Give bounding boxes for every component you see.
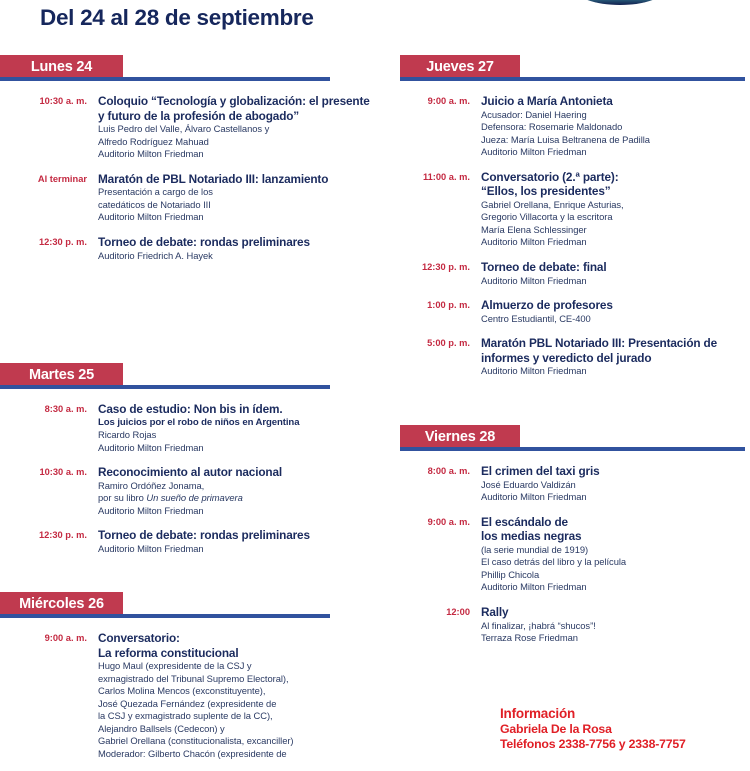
contact-info-block xyxy=(500,706,750,752)
event-detail: Moderador: Gilberto Chacón (expresidente de xyxy=(98,747,287,759)
event-venue: Auditorio Milton Friedman xyxy=(98,504,204,516)
day-banner-wrap xyxy=(0,55,375,82)
event-detail: José Eduardo Valdizán xyxy=(481,478,576,490)
event-venue: Auditorio Milton Friedman xyxy=(98,211,204,223)
event-detail: Defensora: Rosemarie Maldonado xyxy=(481,121,623,133)
event-venue: Auditorio Milton Friedman xyxy=(481,274,587,286)
event-detail: Carlos Molina Mencos (exconstituyente), xyxy=(98,685,266,697)
day-banner-label: Martes 25 xyxy=(0,363,123,386)
event-body xyxy=(481,260,750,287)
event-item xyxy=(0,402,375,454)
event-time: 12:30 p. m. xyxy=(421,261,470,272)
day-block-martes-25 xyxy=(0,363,375,566)
event-detail: Luis Pedro del Valle, Álvaro Castellanos y xyxy=(98,123,270,135)
day-rule xyxy=(400,447,745,451)
event-time: Al terminar xyxy=(37,173,87,184)
event-venue: Auditorio Milton Friedman xyxy=(481,581,587,593)
event-detail: la CSJ y exmagistrado suplente de la CC), xyxy=(98,710,273,722)
event-title: Torneo de debate: final xyxy=(481,259,607,274)
event-item xyxy=(0,631,375,760)
event-detail: Alejandro Ballsels (Cedecon) y xyxy=(98,722,225,734)
event-item xyxy=(375,260,750,287)
event-body xyxy=(481,170,750,249)
info-contact-name: Gabriela De la Rosa xyxy=(500,721,612,736)
event-title-line2: los medias negras xyxy=(481,529,582,544)
day-banner-label: Lunes 24 xyxy=(0,55,123,78)
event-detail: Presentación a cargo de los xyxy=(98,186,213,198)
event-item xyxy=(0,528,375,555)
event-body xyxy=(481,298,750,325)
event-title: Conversatorio (2.ª parte): xyxy=(481,169,619,184)
event-body xyxy=(98,465,375,517)
day-banner-wrap xyxy=(0,592,375,619)
event-body xyxy=(481,336,750,378)
event-body xyxy=(481,464,750,504)
schedule-column-left xyxy=(0,0,375,759)
day-rule xyxy=(0,385,330,389)
info-heading: Información xyxy=(500,706,576,721)
event-time: 9:00 a. m. xyxy=(427,516,470,527)
event-title: Maratón de PBL Notariado III: lanzamiento xyxy=(98,171,329,186)
day-rule xyxy=(400,77,745,81)
day-block-viernes-28 xyxy=(375,425,750,656)
day-banner-wrap xyxy=(375,425,750,452)
event-detail: José Quezada Fernández (expresidente de xyxy=(98,697,277,709)
event-list xyxy=(0,619,375,760)
event-venue: Auditorio Milton Friedman xyxy=(481,236,587,248)
event-title: Almuerzo de profesores xyxy=(481,298,613,312)
event-detail: (la serie mundial de 1919) xyxy=(481,543,589,555)
day-block-jueves-27 xyxy=(375,55,750,389)
event-time: 10:30 a. m. xyxy=(39,467,87,478)
event-item xyxy=(0,172,375,224)
event-detail: Gregorio Villacorta y la escritora xyxy=(481,211,613,223)
event-time: 12:00 xyxy=(446,606,470,617)
event-time: 1:00 p. m. xyxy=(427,300,470,310)
event-venue: Auditorio Milton Friedman xyxy=(481,146,587,158)
event-detail: catedáticos de Notariado III xyxy=(98,198,211,210)
event-detail: Gabriel Orellana, Enrique Asturias, xyxy=(481,198,624,210)
event-body xyxy=(98,172,375,224)
event-venue: Auditorio Milton Friedman xyxy=(481,491,587,503)
day-block-lunes-24 xyxy=(0,55,375,273)
event-venue: Centro Estudiantil, CE-400 xyxy=(481,312,591,324)
event-detail: Gabriel Orellana (constitucionalista, excanciller) xyxy=(98,735,294,747)
event-detail: Al finalizar, ¡habrá “shucos”! xyxy=(481,619,596,631)
event-list xyxy=(0,82,375,262)
event-item xyxy=(375,298,750,325)
event-venue: Auditorio Milton Friedman xyxy=(98,542,204,554)
event-time: 12:30 p. m. xyxy=(38,236,87,247)
event-item xyxy=(375,515,750,594)
event-detail: Jueza: María Luisa Beltranena de Padilla xyxy=(481,133,650,145)
event-item xyxy=(375,170,750,249)
event-item xyxy=(0,235,375,262)
event-body xyxy=(98,528,375,555)
event-detail: María Elena Schlessinger xyxy=(481,223,587,235)
event-time: 5:00 p. m. xyxy=(427,338,470,349)
day-banner-label: Jueves 27 xyxy=(400,55,520,78)
event-detail: Ricardo Rojas xyxy=(98,429,157,441)
event-title: El crimen del taxi gris xyxy=(481,464,600,478)
event-list xyxy=(0,390,375,555)
event-detail: El caso detrás del libro y la película xyxy=(481,556,627,568)
day-banner-label: Miércoles 26 xyxy=(0,592,123,615)
event-title: Maratón PBL Notariado III: Presentación de informes y veredicto del jurado xyxy=(481,336,718,365)
event-list xyxy=(375,452,750,645)
event-title: El escándalo de xyxy=(481,514,568,529)
event-detail: exmagistrado del Tribunal Supremo Electoral), xyxy=(98,672,289,684)
event-time: 10:30 a. m. xyxy=(39,96,87,106)
event-time: 8:00 a. m. xyxy=(427,466,470,476)
event-body xyxy=(98,402,375,454)
event-title: Reconocimiento al autor nacional xyxy=(98,465,282,480)
event-subtitle: Los juicios por el robo de niños en Argentina xyxy=(98,416,300,428)
event-venue: Auditorio Milton Friedman xyxy=(98,441,204,453)
event-title: Caso de estudio: Non bis in ídem. xyxy=(98,402,283,416)
event-item xyxy=(375,336,750,378)
event-detail: Acusador: Daniel Haering xyxy=(481,108,587,120)
day-block-miercoles-26 xyxy=(0,592,375,771)
event-time: 8:30 a. m. xyxy=(44,404,87,414)
event-body xyxy=(481,605,750,645)
event-title: Juicio a María Antonieta xyxy=(481,94,613,108)
event-detail: Phillip Chicola xyxy=(481,568,540,580)
event-item xyxy=(375,94,750,159)
event-title: Rally xyxy=(481,604,509,619)
event-time: 12:30 p. m. xyxy=(38,530,87,541)
event-venue: Auditorio Milton Friedman xyxy=(98,148,204,160)
event-body xyxy=(481,515,750,594)
event-title-line2: La reforma constitucional xyxy=(98,645,239,660)
event-venue: Auditorio Friedrich A. Hayek xyxy=(98,249,213,261)
event-venue: Terraza Rose Friedman xyxy=(481,632,578,643)
event-title: Coloquio “Tecnología y globalización: el presente y futuro de la profesión de abogado” xyxy=(98,94,370,123)
event-body xyxy=(98,235,375,262)
event-title: Torneo de debate: rondas preliminares xyxy=(98,234,310,249)
event-venue: Auditorio Milton Friedman xyxy=(481,365,587,377)
day-banner-wrap xyxy=(0,363,375,390)
event-item xyxy=(375,464,750,504)
event-time: 9:00 a. m. xyxy=(427,96,470,106)
event-detail: por su libro Un sueño de primavera xyxy=(98,492,243,504)
event-time: 9:00 a. m. xyxy=(44,633,87,643)
day-rule xyxy=(0,614,330,618)
event-item xyxy=(0,94,375,161)
event-list xyxy=(375,82,750,378)
event-detail: Hugo Maul (expresidente de la CSJ y xyxy=(98,660,252,672)
event-title-line2: “Ellos, los presidentes” xyxy=(481,184,611,199)
day-rule xyxy=(0,77,330,81)
event-time: 11:00 a. m. xyxy=(422,171,470,182)
schedule-column-right xyxy=(375,0,750,750)
event-detail: Alfredo Rodríguez Mahuad xyxy=(98,135,209,147)
day-banner-wrap xyxy=(375,55,750,82)
info-phones: Teléfonos 2338-7756 y 2338-7757 xyxy=(500,736,686,751)
event-item xyxy=(375,605,750,645)
event-title: Conversatorio: xyxy=(98,631,180,645)
event-item xyxy=(0,465,375,517)
page-title: Del 24 al 28 de septiembre xyxy=(40,5,314,30)
event-body xyxy=(481,94,750,159)
event-body xyxy=(98,94,375,161)
event-title: Torneo de debate: rondas preliminares xyxy=(98,528,310,543)
book-title-italic: Un sueño de primavera xyxy=(146,492,243,504)
day-banner-label: Viernes 28 xyxy=(400,425,520,448)
event-body xyxy=(98,631,375,760)
event-detail: Ramiro Ordóñez Jonama, xyxy=(98,479,205,491)
